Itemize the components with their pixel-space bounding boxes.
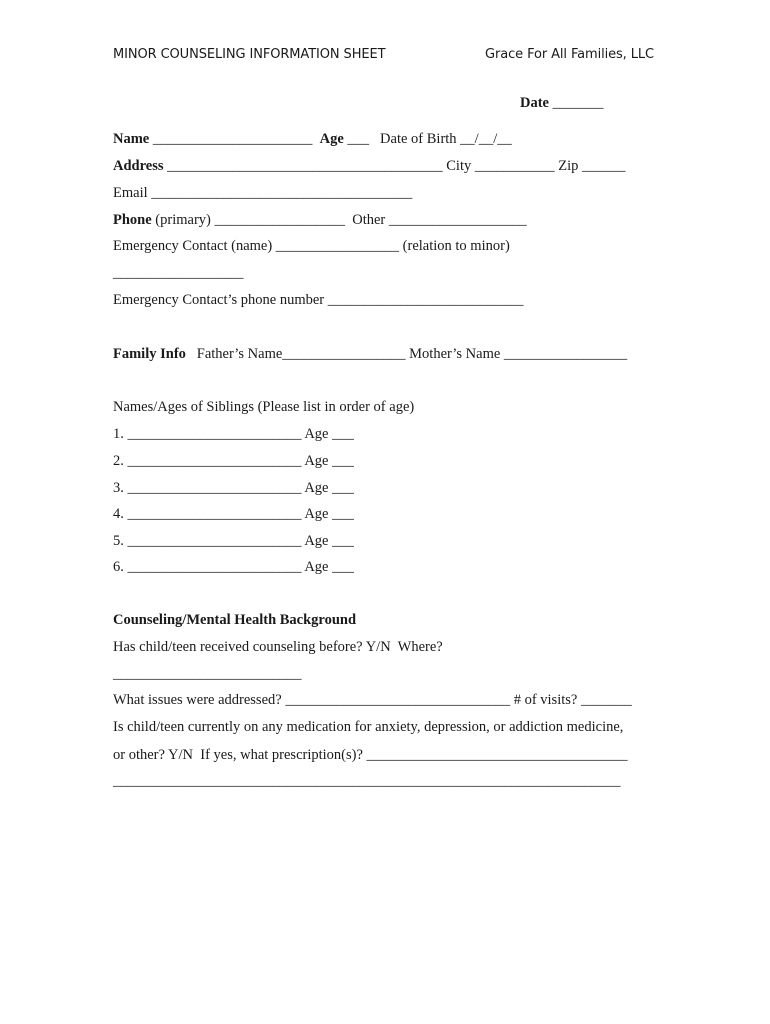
prior-counseling-question[interactable]: Has child/teen received counseling before? Y/N Where? <box>113 639 443 655</box>
phone-blank[interactable]: (primary) __________________ Other ___________________ <box>151 212 527 228</box>
sibling-row[interactable]: 6. ________________________ Age ___ <box>113 559 354 575</box>
name-blank[interactable]: ______________________ <box>149 131 320 147</box>
parents-name-blank[interactable]: Father’s Name_________________ Mother’s Name _________________ <box>185 346 628 362</box>
name-field-line[interactable] <box>113 130 512 148</box>
date-blank[interactable]: _______ <box>549 95 604 111</box>
prior-counseling-where-blank[interactable]: __________________________ <box>113 666 302 682</box>
emergency-relation-blank[interactable]: __________________ <box>113 265 244 281</box>
phone-label: Phone <box>113 212 152 228</box>
family-info-label: Family Info <box>113 346 186 362</box>
family-info-line[interactable] <box>113 345 627 363</box>
email-field-line[interactable]: Email ____________________________________ <box>113 185 413 201</box>
form-title: MINOR COUNSELING INFORMATION SHEET <box>113 47 386 62</box>
sibling-row[interactable]: 1. ________________________ Age ___ <box>113 426 354 442</box>
date-field-line[interactable] <box>520 94 603 112</box>
sibling-row[interactable]: 3. ________________________ Age ___ <box>113 480 354 496</box>
emergency-phone-line[interactable]: Emergency Contact’s phone number ___________________________ <box>113 292 524 308</box>
siblings-heading: Names/Ages of Siblings (Please list in order of age) <box>113 399 415 415</box>
age-dob-blank[interactable]: ___ Date of Birth __/__/__ <box>343 131 512 147</box>
issues-visits-question[interactable]: What issues were addressed? _______________________________ # of visits? _______ <box>113 692 632 708</box>
background-heading: Counseling/Mental Health Background <box>113 612 357 628</box>
age-label: Age <box>319 131 344 147</box>
address-label: Address <box>113 158 164 174</box>
sibling-row[interactable]: 4. ________________________ Age ___ <box>113 506 354 522</box>
sibling-row[interactable]: 2. ________________________ Age ___ <box>113 453 354 469</box>
phone-field-line[interactable] <box>113 211 527 229</box>
address-field-line[interactable] <box>113 157 626 175</box>
date-label: Date <box>520 95 549 111</box>
sibling-row[interactable]: 5. ________________________ Age ___ <box>113 533 354 549</box>
emergency-contact-line[interactable]: Emergency Contact (name) _________________ (relation to minor) <box>113 238 510 254</box>
address-city-zip-blank[interactable]: ______________________________________ City ___________ Zip ______ <box>163 158 626 174</box>
organization-name: Grace For All Families, LLC <box>485 47 655 62</box>
name-label: Name <box>113 131 150 147</box>
medication-question: Is child/teen currently on any medication for anxiety, depression, or addiction medicine, <box>113 719 624 735</box>
prescription-question[interactable]: or other? Y/N If yes, what prescription(s)? ____________________________________ <box>113 747 628 763</box>
prescription-blank[interactable]: ______________________________________________________________________ <box>113 773 621 789</box>
